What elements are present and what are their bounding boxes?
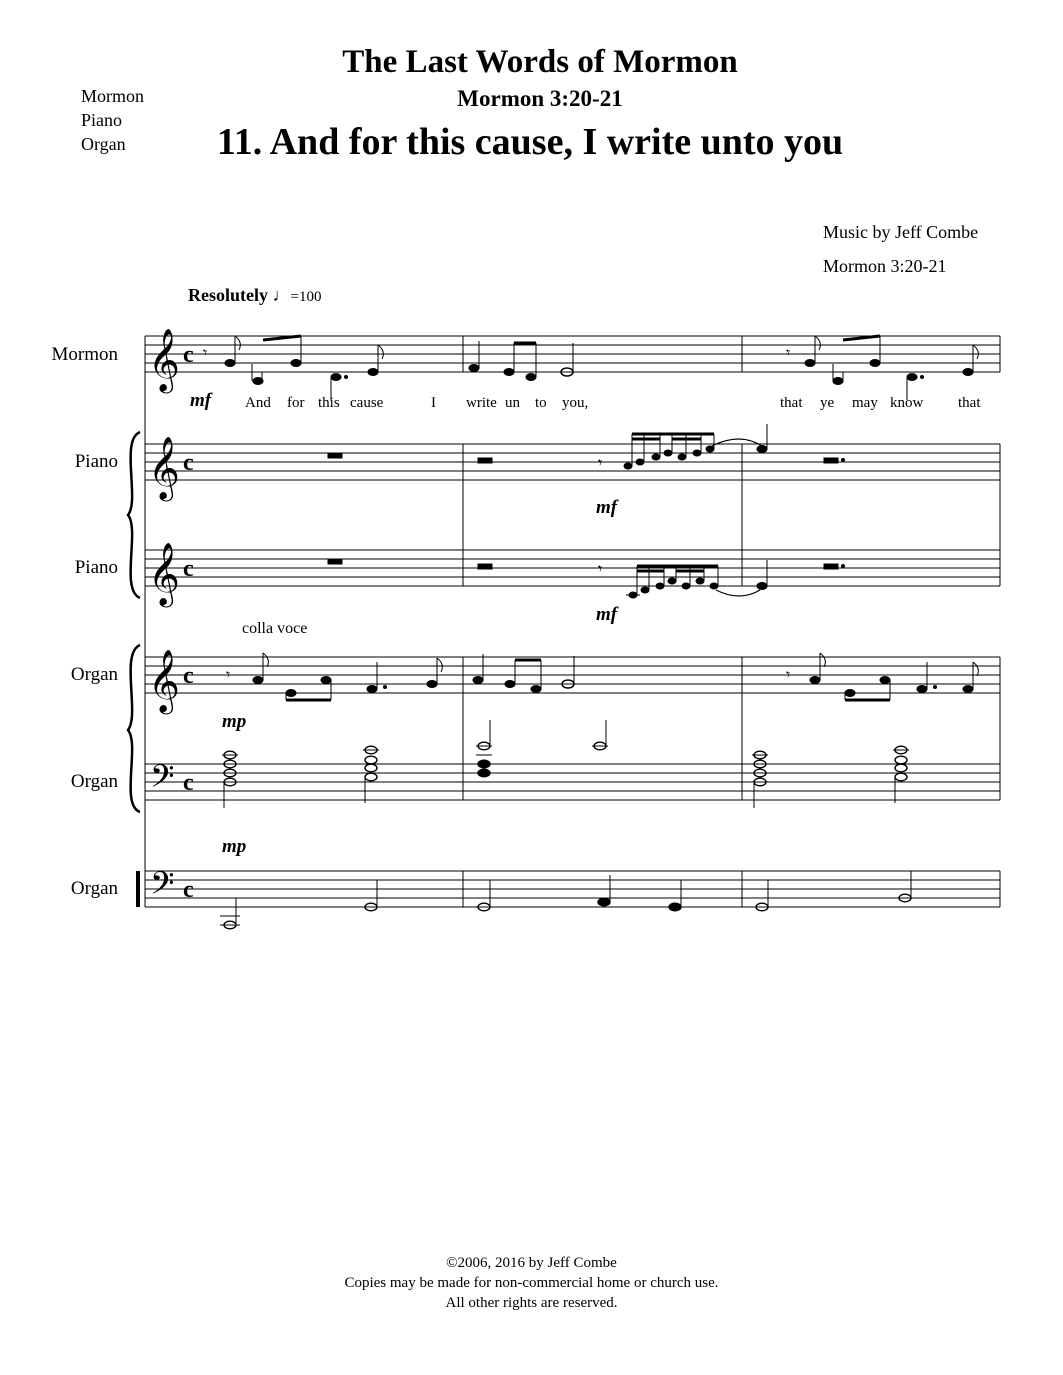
copyright-line: ©2006, 2016 by Jeff Combe (446, 1255, 617, 1271)
piano-lower-notes (328, 559, 845, 598)
lyric-syllable: may (852, 395, 878, 411)
copy-permission-line: Copies may be made for non-commercial home or church use. (344, 1275, 719, 1291)
pedal-bracket-icon (136, 871, 140, 907)
half-rest-icon (478, 564, 492, 569)
svg-text:𝄾: 𝄾 (203, 343, 208, 362)
lyric-syllable: write (466, 395, 497, 411)
svg-text:𝄾: 𝄾 (598, 453, 603, 472)
common-time-icon: c (183, 770, 194, 796)
half-rest-icon (478, 458, 492, 463)
reference-subtitle: Mormon 3:20-21 (457, 86, 623, 111)
common-time-icon: c (183, 877, 194, 903)
instrument-list-item: Organ (81, 134, 126, 154)
treble-clef-icon: 𝄞 (148, 436, 180, 499)
lyric-syllable: for (287, 395, 305, 411)
lyric-syllable: cause (350, 395, 384, 411)
staff-lines (145, 336, 1000, 907)
composer-credit: Music by Jeff Combe (823, 222, 979, 242)
dynamic-piano-upper: mf (596, 497, 618, 518)
lyric-syllable: I (431, 395, 436, 411)
svg-text:𝄾: 𝄾 (226, 665, 231, 684)
instrument-list-item: Piano (81, 110, 123, 130)
lyric-syllable: know (890, 395, 924, 411)
common-time-icon: c (183, 663, 194, 689)
piece-title: 11. And for this cause, I write unto you (216, 121, 844, 163)
lyric-syllable: that (780, 395, 803, 411)
svg-text:𝄾: 𝄾 (786, 665, 791, 684)
work-title: The Last Words of Mormon (342, 44, 738, 80)
staff-label-mormon: Mormon (51, 344, 118, 365)
lyric-syllable: un (505, 395, 520, 411)
lyric-syllable: that (958, 395, 981, 411)
piano-brace-icon (128, 432, 140, 598)
bass-clef-icon: 𝄢 (150, 865, 175, 909)
staff-label-organ-manual-lower: Organ (70, 771, 118, 792)
half-rest-icon (824, 564, 838, 569)
common-time-icon: c (183, 556, 194, 582)
instrument-list-item: Mormon (81, 86, 144, 106)
treble-clef-icon: 𝄞 (148, 542, 180, 605)
svg-text:𝄾: 𝄾 (786, 343, 791, 362)
rights-reserved-line: All other rights are reserved. (445, 1295, 618, 1311)
lyric-syllable: ye (820, 395, 835, 411)
dynamic-piano-lower: mf (596, 604, 618, 625)
bass-clefs (150, 758, 174, 909)
clefs (148, 328, 180, 715)
copyright-footer (0, 1253, 1063, 1313)
dynamic-organ-manual: mp (222, 711, 247, 732)
lyric-syllable: to (535, 395, 547, 411)
common-time-icon: c (183, 342, 194, 368)
staff-label-organ-pedal: Organ (70, 878, 118, 899)
tempo-word: Resolutely (188, 285, 268, 305)
whole-rest-icon (328, 453, 342, 458)
tempo-bpm: =100 (290, 289, 322, 305)
lyric-syllable: And (245, 395, 271, 411)
text-source-credit: Mormon 3:20-21 (823, 256, 947, 276)
barlines (145, 336, 1000, 907)
organ-brace-icon (128, 645, 140, 812)
staff-label-piano-lower: Piano (74, 557, 118, 578)
time-signatures (183, 342, 194, 903)
treble-clef-icon: 𝄞 (148, 328, 180, 391)
dynamic-organ-pedal: mp (222, 836, 247, 857)
whole-rest-icon (328, 559, 342, 564)
staff-label-piano-upper: Piano (74, 451, 118, 472)
lyric-syllable: you, (562, 395, 589, 411)
piano-upper-notes (328, 424, 845, 472)
common-time-icon: c (183, 450, 194, 476)
half-rest-icon (824, 458, 838, 463)
svg-text:𝄾: 𝄾 (598, 559, 603, 578)
lyric-syllable: this (318, 395, 340, 411)
quarter-note-icon: ♩ (272, 285, 291, 305)
voice-notes (203, 336, 978, 400)
dynamic-voice: mf (190, 390, 212, 411)
staff-label-organ-manual-upper: Organ (70, 664, 118, 685)
bass-clef-icon: 𝄢 (150, 758, 175, 802)
treble-clef-icon: 𝄞 (148, 649, 180, 712)
colla-voce-marking: colla voce (242, 620, 308, 637)
